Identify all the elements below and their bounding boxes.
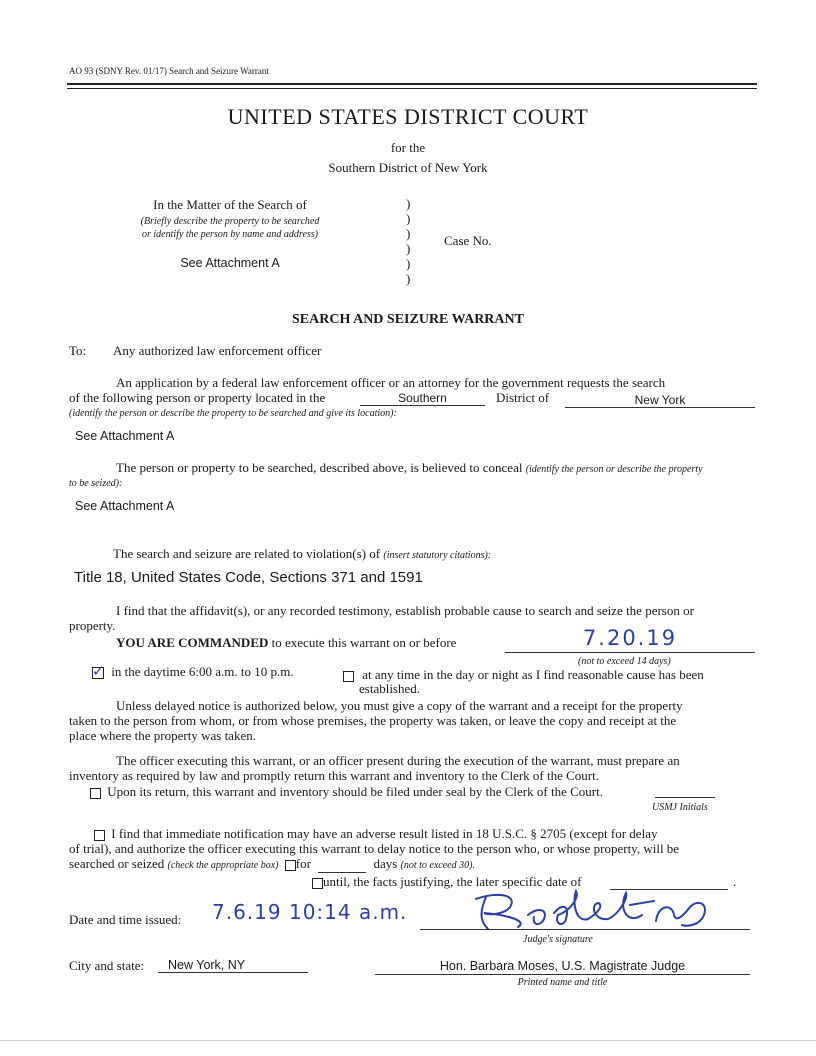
violation-line — [113, 546, 491, 562]
district-underline — [360, 405, 485, 406]
days-label: days — [373, 856, 398, 871]
immediate-line1: I find that immediate notification may have an adverse result listed in 18 U.S.C. § 2705 (except for delay — [111, 826, 658, 841]
usmj-underline — [655, 797, 715, 798]
commanded-note: (not to exceed 14 days) — [578, 656, 671, 667]
commanded-rest: to execute this warrant on or before — [271, 635, 457, 650]
anytime-label2: established. — [359, 681, 421, 696]
city-label: City and state: — [69, 958, 145, 973]
violation-note: (insert statutory citations): — [383, 550, 492, 561]
delayed-line1: Unless delayed notice is authorized below, you must give a copy of the warrant and a receipt for the property — [116, 698, 683, 713]
for-days-checkbox[interactable] — [285, 860, 296, 871]
application-line2: of the following person or property located in the — [69, 390, 326, 405]
conceal-value: See Attachment A — [75, 499, 175, 513]
commanded-date-handwritten: 7.20.19 — [582, 626, 678, 650]
judge-signature — [458, 885, 718, 935]
probable-cause-line2: property. — [69, 618, 116, 633]
daytime-label: in the daytime 6:00 a.m. to 10 p.m. — [111, 664, 294, 679]
city-value: New York, NY — [168, 958, 246, 972]
immediate-line3 — [69, 856, 475, 873]
issued-label: Date and time issued: — [69, 912, 182, 927]
warrant-title: SEARCH AND SEIZURE WARRANT — [292, 312, 524, 327]
daytime-option — [92, 664, 294, 680]
immediate-checkbox[interactable] — [94, 830, 105, 841]
court-for-the: for the — [390, 140, 426, 155]
until-label: until, the facts justifying, the later specific date of — [323, 874, 582, 889]
matter-desc2: or identify the person by name and address) — [142, 229, 318, 240]
conceal-line — [116, 460, 703, 476]
application-line1: An application by a federal law enforcement officer or an attorney for the government requests the search — [116, 375, 666, 390]
application-state-value: New York — [634, 393, 686, 407]
immediate-option — [94, 826, 657, 842]
until-checkbox[interactable] — [312, 878, 323, 889]
seal-checkbox[interactable] — [90, 788, 101, 799]
violation-line1: The search and seizure are related to violation(s) of — [113, 546, 381, 561]
matter-parens: ) ) ) ) ) ) — [406, 196, 411, 286]
commanded-date-underline — [505, 652, 755, 653]
for-label: for — [295, 856, 311, 871]
immediate-line3a: searched or seized — [69, 856, 165, 871]
seal-option — [90, 784, 603, 800]
commanded-line — [116, 635, 456, 651]
to-label: To: — [69, 343, 87, 358]
inventory-line2: inventory as required by law and promptly return this warrant and inventory to the Clerk of the Court. — [69, 768, 599, 783]
issued-handwritten: 7.6.19 10:14 a.m. — [212, 900, 408, 924]
case-no-label: Case No. — [444, 233, 492, 248]
form-id: AO 93 (SDNY Rev. 01/17) Search and Seizure Warrant — [69, 66, 269, 76]
anytime-checkbox[interactable] — [343, 671, 354, 682]
header-rule-thick — [67, 83, 757, 85]
delayed-line3: place where the property was taken. — [69, 728, 256, 743]
violation-value: Title 18, United States Code, Sections 371 and 1591 — [74, 569, 423, 586]
application-note: (identify the person or describe the property to be searched and give its location): — [69, 408, 397, 419]
checkmark-icon: ✓ — [92, 662, 105, 681]
matter-line1: In the Matter of the Search of — [153, 197, 307, 212]
judge-caption: Printed name and title — [517, 977, 608, 988]
to-value: Any authorized law enforcement officer — [113, 343, 322, 358]
judge-name: Hon. Barbara Moses, U.S. Magistrate Judge — [439, 959, 686, 973]
probable-cause-line1: I find that the affidavit(s), or any recorded testimony, establish probable cause to search and seize the person or — [116, 603, 694, 618]
court-title: UNITED STATES DISTRICT COURT — [227, 104, 589, 129]
delayed-line2: taken to the person from whom, or from whose premises, the property was taken, or leave the copy and receipt at the — [69, 713, 677, 728]
until-period: . — [733, 874, 737, 889]
inventory-line1: The officer executing this warrant, or an officer present during the execution of the warrant, must prepare an — [116, 753, 680, 768]
commanded-bold: YOU ARE COMMANDED — [116, 635, 269, 650]
state-underline — [565, 407, 755, 408]
application-value: See Attachment A — [75, 429, 175, 443]
days-note: (not to exceed 30). — [400, 860, 475, 871]
anytime-label1: at any time in the day or night as I find reasonable cause has been — [362, 667, 704, 682]
seal-label: Upon its return, this warrant and inventory should be filed under seal by the Clerk of the Court. — [107, 784, 603, 799]
matter-value: See Attachment A — [180, 256, 280, 270]
conceal-note2: to be seized): — [69, 478, 123, 489]
header-rule-thin — [67, 88, 757, 89]
signature-caption: Judge's signature — [523, 934, 593, 945]
matter-desc1: (Briefly describe the property to be searched — [140, 216, 320, 227]
bottom-scan-edge — [0, 1040, 816, 1041]
application-district-of: District of — [496, 390, 550, 405]
daytime-checkbox[interactable] — [92, 662, 105, 681]
days-blank[interactable] — [318, 856, 366, 873]
city-underline — [158, 972, 308, 973]
signature-underline — [420, 929, 750, 930]
court-district: Southern District of New York — [328, 160, 488, 175]
immediate-line2: of trial), and authorize the officer executing this warrant to delay notice to the person who, or whose property, will be — [69, 841, 680, 856]
application-district-value: Southern — [398, 391, 447, 405]
usmj-initials: USMJ Initials — [652, 802, 708, 813]
judge-underline — [375, 974, 750, 975]
conceal-note1: (identify the person or describe the property — [525, 464, 703, 475]
immediate-line3-note: (check the appropriate box) — [167, 860, 279, 871]
conceal-line1: The person or property to be searched, described above, is believed to conceal — [116, 460, 523, 475]
